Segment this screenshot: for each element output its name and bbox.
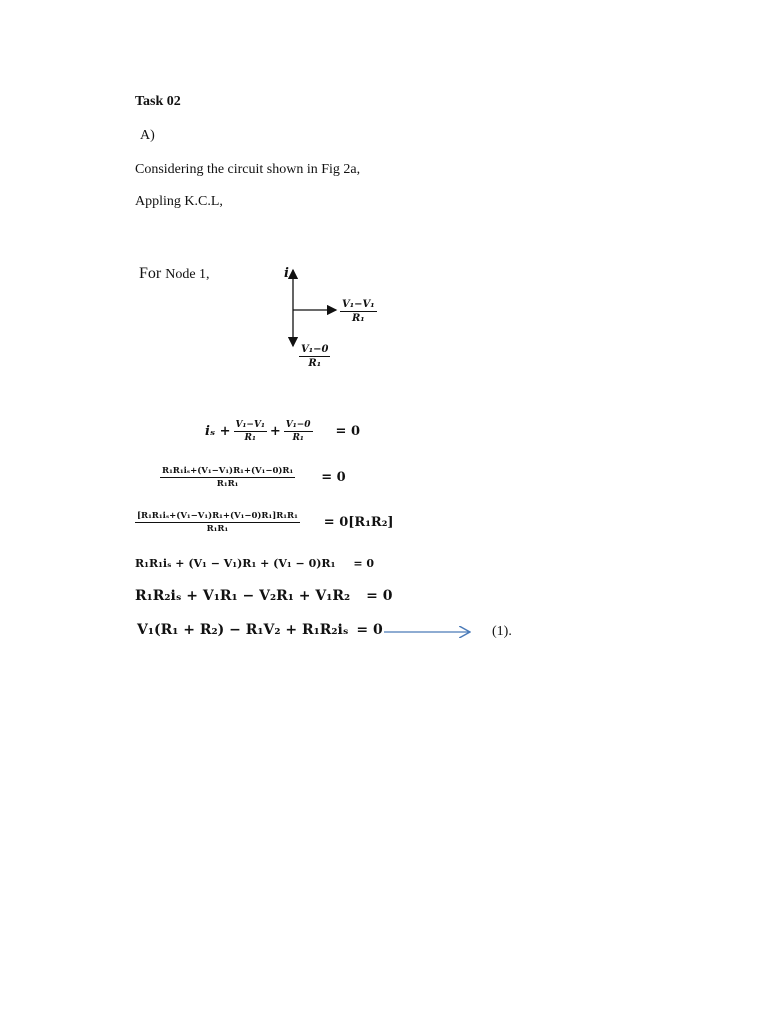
down-branch-numerator: V₁−0 [301,344,329,355]
eq3-denominator: R₁R₁ [206,524,229,534]
equation-4 [135,557,374,570]
current-label: i [284,266,289,281]
eq1-frac1-numerator: V₁−V₁ [235,420,265,430]
equation-6 [137,622,383,638]
equation-3 [135,511,394,534]
eq2-denominator: R₁R₁ [216,479,239,489]
part-label: A) [140,128,155,143]
eq1-frac2-denominator: R₁ [292,433,304,443]
eq6-rhs: = 0 [356,622,383,638]
eq2-rhs: = 0 [321,470,346,485]
eq5-lhs: R₁R₂iₛ + V₁R₁ − V₂R₁ + V₁R₂ [135,588,351,604]
eq1-frac2-numerator: V₁−0 [285,420,311,430]
eq4-rhs: = 0 [353,557,375,570]
eq1-term1: iₛ + [205,424,231,439]
kcl-line: Appling K.C.L, [135,194,223,209]
intro-line: Considering the circuit shown in Fig 2a, [135,162,361,177]
eq2-numerator: R₁R₁iₛ+(V₁−V₁)R₁+(V₁−0)R₁ [162,466,294,476]
right-branch-numerator: V₁−V₁ [342,299,375,310]
equation-5 [135,588,392,604]
eq3-rhs: = 0[R₁R₂] [323,515,394,530]
eq6-lhs: V₁(R₁ + R₂) − R₁V₂ + R₁R₂iₛ [137,622,349,638]
right-branch-fraction [340,299,377,324]
eq1-plus: + [269,424,281,439]
task-title: Task 02 [135,94,181,109]
node-label-for: For [139,265,162,282]
eq3-numerator: [R₁R₁iₛ+(V₁−V₁)R₁+(V₁−0)R₁]R₁R₁ [137,511,298,521]
equation-1 [205,420,360,443]
eq5-rhs: = 0 [366,588,393,604]
down-branch-fraction [299,344,330,369]
eq1-rhs: = 0 [335,424,360,439]
eq4-lhs: R₁R₁iₛ + (V₁ − V₁)R₁ + (V₁ − 0)R₁ [135,557,336,570]
equation-reference: (1). [492,624,512,639]
eq1-frac1-denominator: R₁ [244,433,256,443]
node-label-rest: Node 1, [165,267,210,282]
down-branch-denominator: R₁ [308,358,322,369]
equation-2 [160,466,346,489]
right-branch-denominator: R₁ [351,313,365,324]
